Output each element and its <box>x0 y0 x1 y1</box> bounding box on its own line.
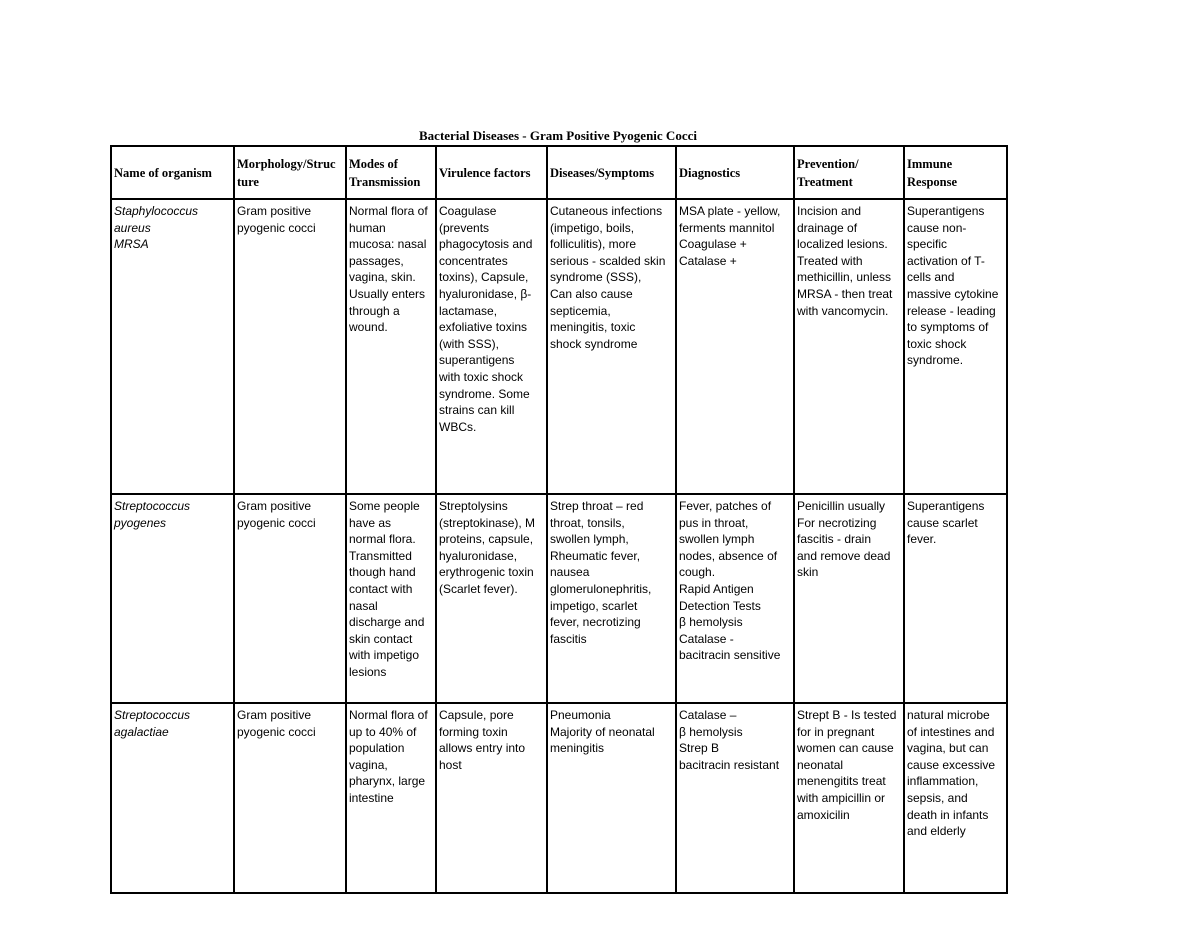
virulence-cell: Coagulase (prevents phagocytosis and concentrates toxins), Capsule, hyaluronidase, β- lactamase, exfoliative toxins (with SSS), superantigens with toxic shock syndrome. Some strains can kill WBCs. <box>436 199 547 494</box>
transmission-cell: Normal flora of human mucosa: nasal passages, vagina, skin. Usually enters through a wound. <box>346 199 436 494</box>
header-morphology: Morphology/Struc ture <box>234 146 346 199</box>
diseases-cell: Pneumonia Majority of neonatal meningitis <box>547 703 676 893</box>
header-immune: Immune Response <box>904 146 1007 199</box>
morphology-cell: Gram positive pyogenic cocci <box>234 494 346 703</box>
diagnostics-cell: Catalase – β hemolysis Strep B bacitracin resistant <box>676 703 794 893</box>
document-title: Bacterial Diseases - Gram Positive Pyogenic Cocci <box>419 128 697 143</box>
organism-cell: Streptococcus agalactiae <box>111 703 234 893</box>
transmission-cell: Normal flora of up to 40% of population vagina, pharynx, large intestine <box>346 703 436 893</box>
morphology-cell: Gram positive pyogenic cocci <box>234 703 346 893</box>
header-transmission: Modes of Transmission <box>346 146 436 199</box>
table-row <box>111 703 1007 893</box>
header-prevention: Prevention/ Treatment <box>794 146 904 199</box>
morphology-cell: Gram positive pyogenic cocci <box>234 199 346 494</box>
header-row <box>111 146 1007 199</box>
table-row <box>111 199 1007 494</box>
diagnostics-cell: Fever, patches of pus in throat, swollen lymph nodes, absence of cough. Rapid Antigen Detection Tests β hemolysis Catalase - bacitracin sensitive <box>676 494 794 703</box>
prevention-cell: Incision and drainage of localized lesions. Treated with methicillin, unless MRSA - then treat with vancomycin. <box>794 199 904 494</box>
header-virulence: Virulence factors <box>436 146 547 199</box>
organism-cell: Staphylococcus aureus MRSA <box>111 199 234 494</box>
header-diseases: Diseases/Symptoms <box>547 146 676 199</box>
virulence-cell: Streptolysins (streptokinase), M proteins, capsule, hyaluronidase, erythrogenic toxin (Scarlet fever). <box>436 494 547 703</box>
diseases-cell: Cutaneous infections (impetigo, boils, folliculitis), more serious - scalded skin syndrome (SSS), Can also cause septicemia, meningitis, toxic shock syndrome <box>547 199 676 494</box>
transmission-cell: Some people have as normal flora. Transmitted though hand contact with nasal discharge and skin contact with impetigo lesions <box>346 494 436 703</box>
table-row <box>111 494 1007 703</box>
diagnostics-cell: MSA plate - yellow, ferments mannitol Coagulase + Catalase + <box>676 199 794 494</box>
header-name-of-organism: Name of organism <box>111 146 234 199</box>
virulence-cell: Capsule, pore forming toxin allows entry into host <box>436 703 547 893</box>
immune-cell: Superantigens cause scarlet fever. <box>904 494 1007 703</box>
prevention-cell: Strept B - Is tested for in pregnant women can cause neonatal menengitits treat with ampicillin or amoxicilin <box>794 703 904 893</box>
diseases-cell: Strep throat – red throat, tonsils, swollen lymph, Rheumatic fever, nausea glomerulonephritis, impetigo, scarlet fever, necrotizing fascitis <box>547 494 676 703</box>
immune-cell: Superantigens cause non- specific activation of T- cells and massive cytokine release - leading to symptoms of toxic shock syndrome. <box>904 199 1007 494</box>
header-diagnostics: Diagnostics <box>676 146 794 199</box>
bacteria-table <box>110 145 1008 894</box>
prevention-cell: Penicillin usually For necrotizing fascitis - drain and remove dead skin <box>794 494 904 703</box>
organism-cell: Streptococcus pyogenes <box>111 494 234 703</box>
immune-cell: natural microbe of intestines and vagina, but can cause excessive inflammation, sepsis, and death in infants and elderly <box>904 703 1007 893</box>
